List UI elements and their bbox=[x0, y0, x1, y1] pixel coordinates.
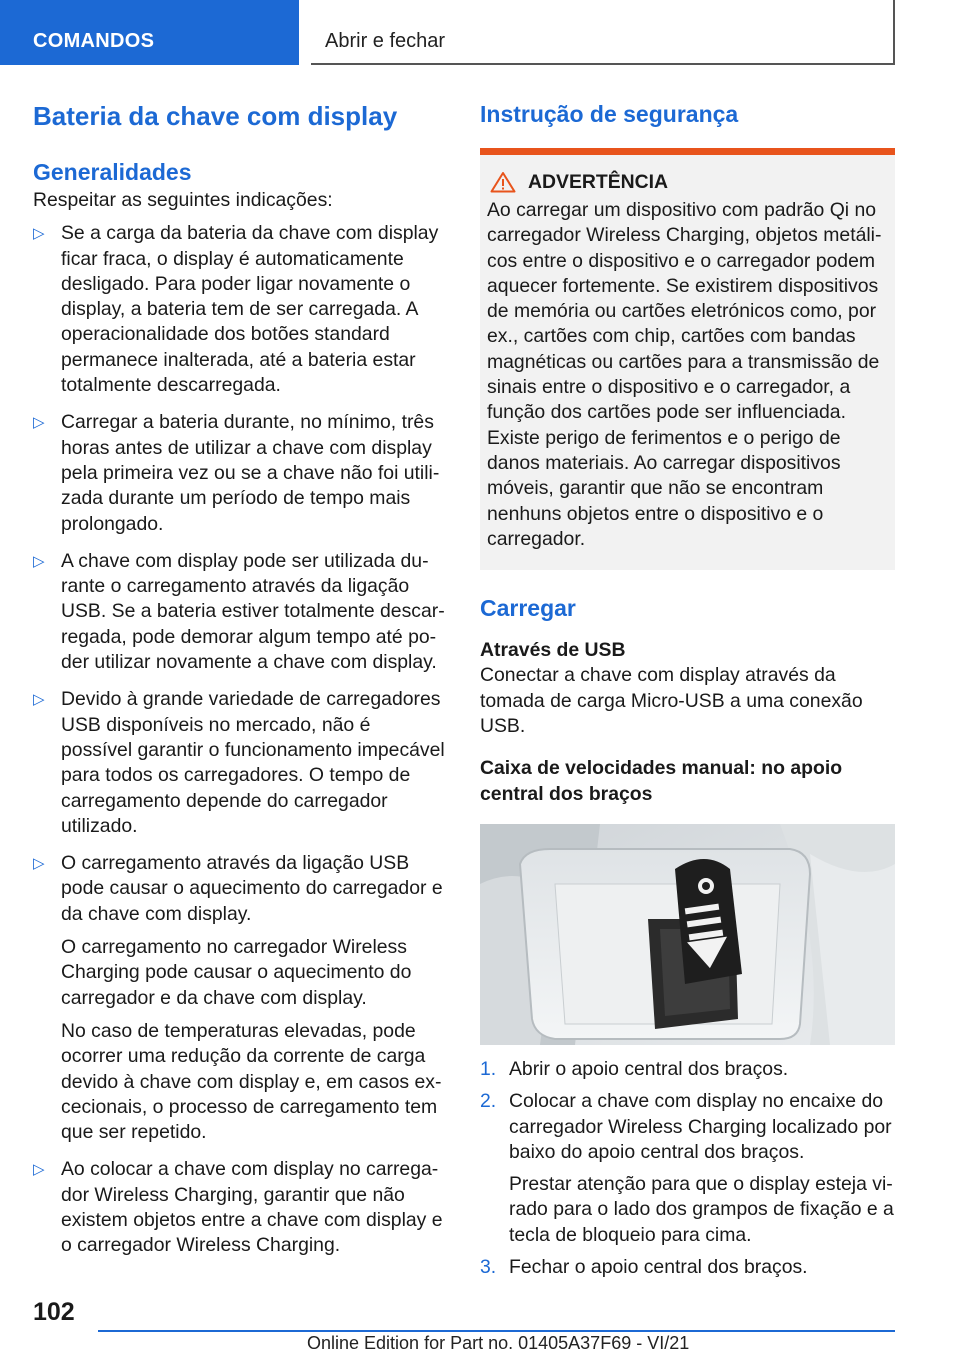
list-item-text: A chave com display pode ser utilizada durante o carregamento através da ligação USB. Se a bateria estiver totalmente descarregada, pode demorar algum tempo até poder utilizar novamente a chave com display. bbox=[61, 549, 445, 674]
step-text: Prestar atenção para que o display esteja virado para o lado dos grampos de fixação e a tecla de bloqueio para cima. bbox=[509, 1173, 894, 1246]
list-item bbox=[33, 851, 445, 1145]
list-item bbox=[33, 1157, 445, 1258]
section-label: COMANDOS bbox=[33, 30, 155, 52]
step-item bbox=[480, 1089, 895, 1248]
triangle-bullet-icon: ▷ bbox=[33, 691, 45, 709]
section-heading-generalidades: Generalidades bbox=[33, 159, 192, 185]
indications-list bbox=[33, 221, 445, 1258]
step-text: Fechar o apoio central dos braços. bbox=[509, 1256, 808, 1279]
warning-box bbox=[480, 155, 895, 570]
page-number: 102 bbox=[33, 1298, 75, 1326]
armrest-charger-photo bbox=[480, 824, 895, 1045]
triangle-bullet-icon: ▷ bbox=[33, 1161, 45, 1179]
right-column bbox=[480, 98, 895, 1287]
left-column bbox=[33, 98, 445, 1271]
warning-bar bbox=[480, 148, 895, 155]
step-item bbox=[480, 1057, 895, 1082]
triangle-bullet-icon: ▷ bbox=[33, 552, 45, 570]
warning-text: Ao carregar um dispositivo com padrão Qi no carregador Wireless Charging, objetos metálicos entre o dispositivo e o carregador podem aquecer fortemente. Se existirem dispositivos de memória ou cartões eletrónicos como, por ex., cartões com chip, cartões com bandas magnéticas ou cartões para a transmissão de sinais entre o dispositivo e o carregador, a função dos cartões pode ser influenciada. Existe perigo de ferimentos e o perigo de danos materiais. Ao carregar dispositivos móveis, garantir que não se encontram nenhuns objetos entre o dispositivo e o carregador. bbox=[487, 199, 882, 550]
section-heading-carregar: Carregar bbox=[480, 595, 576, 622]
list-item bbox=[33, 549, 445, 675]
list-item-text: O carregamento através da ligação USB pode causar o aquecimento do carregador e da chave com display. bbox=[61, 852, 443, 925]
warning-triangle-icon bbox=[490, 171, 516, 193]
list-item-text: No caso de temperaturas elevadas, pode ocorrer uma redução da corrente de carga devido à chave com display e, em casos excecionais, o processo de carregamento tem que ser repetido. bbox=[61, 1019, 442, 1144]
chapter-header bbox=[311, 0, 895, 65]
list-item bbox=[33, 687, 445, 839]
triangle-bullet-icon: ▷ bbox=[33, 855, 45, 873]
list-item-text: Ao colocar a chave com display no carregador Wireless Charging, garantir que não existem objetos entre a chave com display e o carregador Wireless Charging. bbox=[61, 1158, 443, 1257]
main-title: Bateria da chave com display bbox=[33, 101, 398, 131]
step-number: 1. bbox=[480, 1057, 497, 1080]
list-item-text: Carregar a bateria durante, no mínimo, três horas antes de utilizar a chave com display pela primeira vez ou se a chave não foi utilizada durante um período de tempo mais prolongado. bbox=[61, 411, 440, 535]
footer-divider bbox=[98, 1330, 895, 1332]
usb-subheading: Através de USB bbox=[480, 639, 626, 662]
warning-heading bbox=[487, 169, 888, 195]
usb-text: Conectar a chave com display através da tomada de carga Micro-USB a uma conexão USB. bbox=[480, 664, 863, 738]
footer-edition: Online Edition for Part no. 01405A37F69 - VI/21 bbox=[307, 1333, 690, 1353]
warning-title: ADVERTÊNCIA bbox=[528, 171, 669, 193]
triangle-bullet-icon: ▷ bbox=[33, 225, 45, 243]
list-item-text: Se a carga da bateria da chave com display ficar fraca, o display é automaticamente desligado. Para poder ligar novamente o display, a bateria tem de ser carregada. A operacionalidade dos botões standard permanece inalterada, até a bateria estar totalmente descarregada. bbox=[61, 222, 439, 397]
intro-text: Respeitar as seguintes indicações: bbox=[33, 189, 333, 211]
step-text: Colocar a chave com display no encaixe do carregador Wireless Charging localizado por baixo do apoio central dos braços. bbox=[509, 1090, 892, 1163]
manual-subheading: Caixa de velocidades manual: no apoio central dos braços bbox=[480, 757, 843, 805]
list-item-text: O carregamento no carregador Wireless Charging pode causar o aquecimento do carregador e da chave com display. bbox=[61, 936, 412, 1009]
steps-list bbox=[480, 1057, 895, 1280]
step-item bbox=[480, 1255, 895, 1280]
list-item-text: Devido à grande variedade de carregadores USB disponíveis no mercado, não é possível garantir o funcionamento impecável para todos os carregadores. O tempo de carregamento depende do carregador utilizado. bbox=[61, 688, 445, 837]
triangle-bullet-icon: ▷ bbox=[33, 414, 45, 432]
step-text: Abrir o apoio central dos braços. bbox=[509, 1057, 789, 1080]
step-number: 2. bbox=[480, 1090, 497, 1113]
section-heading-safety: Instrução de segurança bbox=[480, 101, 739, 127]
chapter-label: Abrir e fechar bbox=[325, 30, 446, 52]
section-tab bbox=[0, 0, 299, 65]
list-item bbox=[33, 221, 445, 398]
list-item bbox=[33, 410, 445, 536]
step-number: 3. bbox=[480, 1256, 497, 1279]
